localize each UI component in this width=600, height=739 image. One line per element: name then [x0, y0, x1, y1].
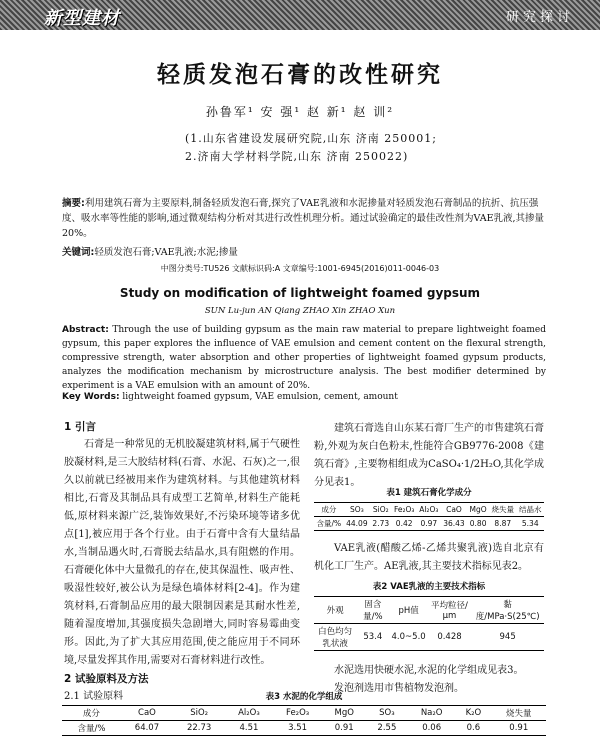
keywords-cn	[62, 244, 238, 258]
table-3-header: CaO	[138, 708, 156, 718]
journal-header-banner	[0, 0, 600, 30]
left-column	[64, 418, 300, 706]
abstract-cn	[62, 196, 546, 241]
section-2-heading: 2 试验原料及方法	[64, 673, 149, 685]
table-1-header: Fe₂O₃	[393, 505, 415, 514]
paper-title: 轻质发泡石膏的改性研究	[157, 62, 443, 88]
table-cell: 0.97	[420, 519, 438, 528]
table-3-header: Al₂O₃	[238, 708, 260, 718]
table-cell: 22.73	[186, 723, 212, 733]
table-3	[62, 705, 546, 736]
table-row	[314, 624, 544, 651]
table-cell: 36.43	[443, 519, 465, 528]
english-authors: SUN Lu-jun AN Qiang ZHAO Xin ZHAO Xun	[204, 306, 396, 316]
right-para-1	[314, 420, 544, 492]
section-1-heading: 1 引言	[64, 421, 96, 433]
table-cell: 53.4	[363, 632, 383, 642]
table-3-row-label: 含量/%	[77, 724, 106, 734]
section-label: 研究探讨	[505, 10, 574, 25]
table-cell: 3.51	[288, 723, 308, 733]
table-3-header: SiO₂	[190, 708, 209, 718]
table-cell: 0.91	[509, 723, 529, 733]
table-1-header: SO₃	[350, 505, 364, 514]
keywords-en-label: Key Words:	[62, 392, 120, 402]
table-row	[314, 517, 544, 531]
foaming-agent-description: 发泡剂选用市售植物发泡剂。	[334, 683, 464, 694]
table-3-header: MgO	[334, 708, 354, 718]
affiliation-2: 2.济南大学材料学院,山东 济南 250022)	[185, 150, 409, 163]
table-3-header: Na₂O	[420, 708, 443, 718]
table-cell: 4.51	[239, 723, 259, 733]
table-cell: 64.07	[134, 723, 160, 733]
table-1-caption: 表1 建筑石膏化学成分	[386, 488, 472, 498]
keywords-cn-text: 轻质发泡石膏;VAE乳液;水泥;掺量	[94, 247, 238, 258]
gypsum-description: 建筑石膏选自山东某石膏厂生产的市售建筑石膏粉,外观为灰白色粉末,性能符合GB9776-2008《建筑石膏》,主要物相组成为CaSO₄·1/2H₂O,其化学成分见表1。	[314, 423, 544, 488]
table-1-row-label: 含量/%	[316, 519, 342, 528]
table-cell: 2.55	[377, 723, 397, 733]
abstract-en	[62, 323, 546, 393]
table-cell: 0.428	[437, 632, 462, 642]
table-1-header: SiO₂	[372, 505, 389, 514]
table-2	[314, 596, 544, 651]
table-1-header: 烧失量	[491, 505, 515, 514]
right-para-2	[314, 540, 544, 576]
author-list: 孙鲁军¹ 安 强¹ 赵 新¹ 赵 训²	[205, 105, 395, 119]
table-3-header: SO₃	[379, 708, 395, 718]
table-cell: 945	[499, 632, 516, 642]
table-2-header: 黏度/MPa·S(25℃)	[475, 600, 540, 622]
table-2-header: 固含量/%	[363, 600, 383, 622]
table-2-caption: 表2 VAE乳液的主要技术指标	[372, 582, 486, 592]
table-cell: 0.6	[466, 723, 481, 733]
cement-description: 水泥选用快硬水泥,水泥的化学组成见表3。	[334, 665, 524, 676]
vae-description: VAE乳液(醋酸乙烯-乙烯共聚乳液)选自北京有机化工厂生产。AE乳液,其主要技术指标见表2。	[314, 543, 544, 572]
table-cell: 0.06	[422, 723, 442, 733]
table-3-header: Fe₂O₃	[286, 708, 310, 718]
table-3-header: K₂O	[465, 708, 482, 718]
table-1-header: MgO	[469, 505, 487, 514]
classification-line: 中图分类号:TU526 文献标识码:A 文章编号:1001-6945(2016)011-0046-03	[160, 264, 440, 273]
table-cell: 44.09	[346, 519, 368, 528]
table-2-header: pH值	[398, 606, 419, 616]
table-1-header: CaO	[446, 505, 462, 514]
keywords-en-text: lightweight foamed gypsum, VAE emulsion, cement, amount	[122, 392, 398, 402]
table-3-caption: 表3 水泥的化学组成	[265, 692, 343, 702]
table-2-header: 平均粒径/μm	[431, 601, 468, 621]
keywords-cn-label: 关键词:	[62, 247, 95, 258]
table-cell: 0.80	[469, 519, 487, 528]
section-2-1-heading: 2.1 试验原料	[64, 691, 124, 702]
table-cell: 2.73	[372, 519, 390, 528]
table-3-header: 成分	[82, 709, 100, 719]
table-cell: 8.87	[494, 519, 512, 528]
table-cell: 5.34	[521, 519, 539, 528]
keywords-en	[62, 392, 398, 402]
table-cell: 0.42	[395, 519, 413, 528]
table-1-header: Al₂O₃	[419, 505, 439, 514]
table-row	[62, 721, 546, 736]
section-1-paragraph: 石膏是一种常见的无机胶凝建筑材料,属于气硬性胶凝材料,是三大胶结材料(石膏、水泥、石灰)之一,很久以前就已经被用来作为建筑材料。与其他建筑材料相比,石膏及其制品具有成型工艺简单,材料生产能耗低,原材料来源广泛,装饰效果好,不污染环境等诸多优点[1],被应用于各个行业。由于石膏中含有大量结晶水,当制品遇火时,石膏脱去结晶水,具有阻燃的作用。石膏硬化体中大量微孔的存在,使其保温性、吸声性、吸湿性较好,被公认为是绿色墙体材料[2-4]。作为建筑材料,石膏制品应用的最大限制因素是其耐水性差,随着湿度增加,其强度损失急剧增大,同时容易霉曲变形。因此,为了扩大其应用范围,使之能应用于不同环境,尽量发挥其作用,需要对石膏材料进行改性。	[64, 439, 300, 666]
table-cell: 4.0~5.0	[391, 632, 426, 642]
table-cell: 0.91	[334, 723, 354, 733]
journal-logo: 新型建材	[44, 8, 120, 29]
affiliation-1: (1.山东省建设发展研究院,山东 济南 250001;	[185, 132, 437, 145]
table-1-header: 结晶水	[519, 505, 542, 514]
table-3-header: 烧失量	[506, 709, 532, 719]
table-cell: 白色均匀乳状液	[318, 627, 353, 649]
abstract-cn-text: 利用建筑石膏为主要原料,制备轻质发泡石膏,探究了VAE乳液和水泥掺量对轻质发泡石膏制品的抗折、抗压强度、吸水率等性能的影响,通过微观结构分析对其进行改性机理分析。通过试验确定的最佳改性剂为VAE乳液,其掺量20%。	[62, 198, 545, 239]
abstract-en-text: Through the use of building gypsum as the main raw material to prepare lightweight foamed gypsum, this paper explores the influence of VAE emulsion and cement content on the flexural strength, compressive strength, water absorption and other properties of lightweight foamed gypsum products, analyzes the modification mechanism by microstructure analysis. The best modifier determined by experiment is a VAE emulsion with an amount of 20%.	[62, 325, 546, 391]
abstract-en-label: Abstract:	[62, 325, 109, 335]
table-2-header: 外观	[326, 606, 344, 616]
table-1	[314, 502, 544, 531]
english-title: Study on modification of lightweight foamed gypsum	[119, 286, 481, 300]
abstract-cn-label: 摘要:	[62, 198, 85, 209]
table-1-header: 成分	[321, 505, 337, 514]
